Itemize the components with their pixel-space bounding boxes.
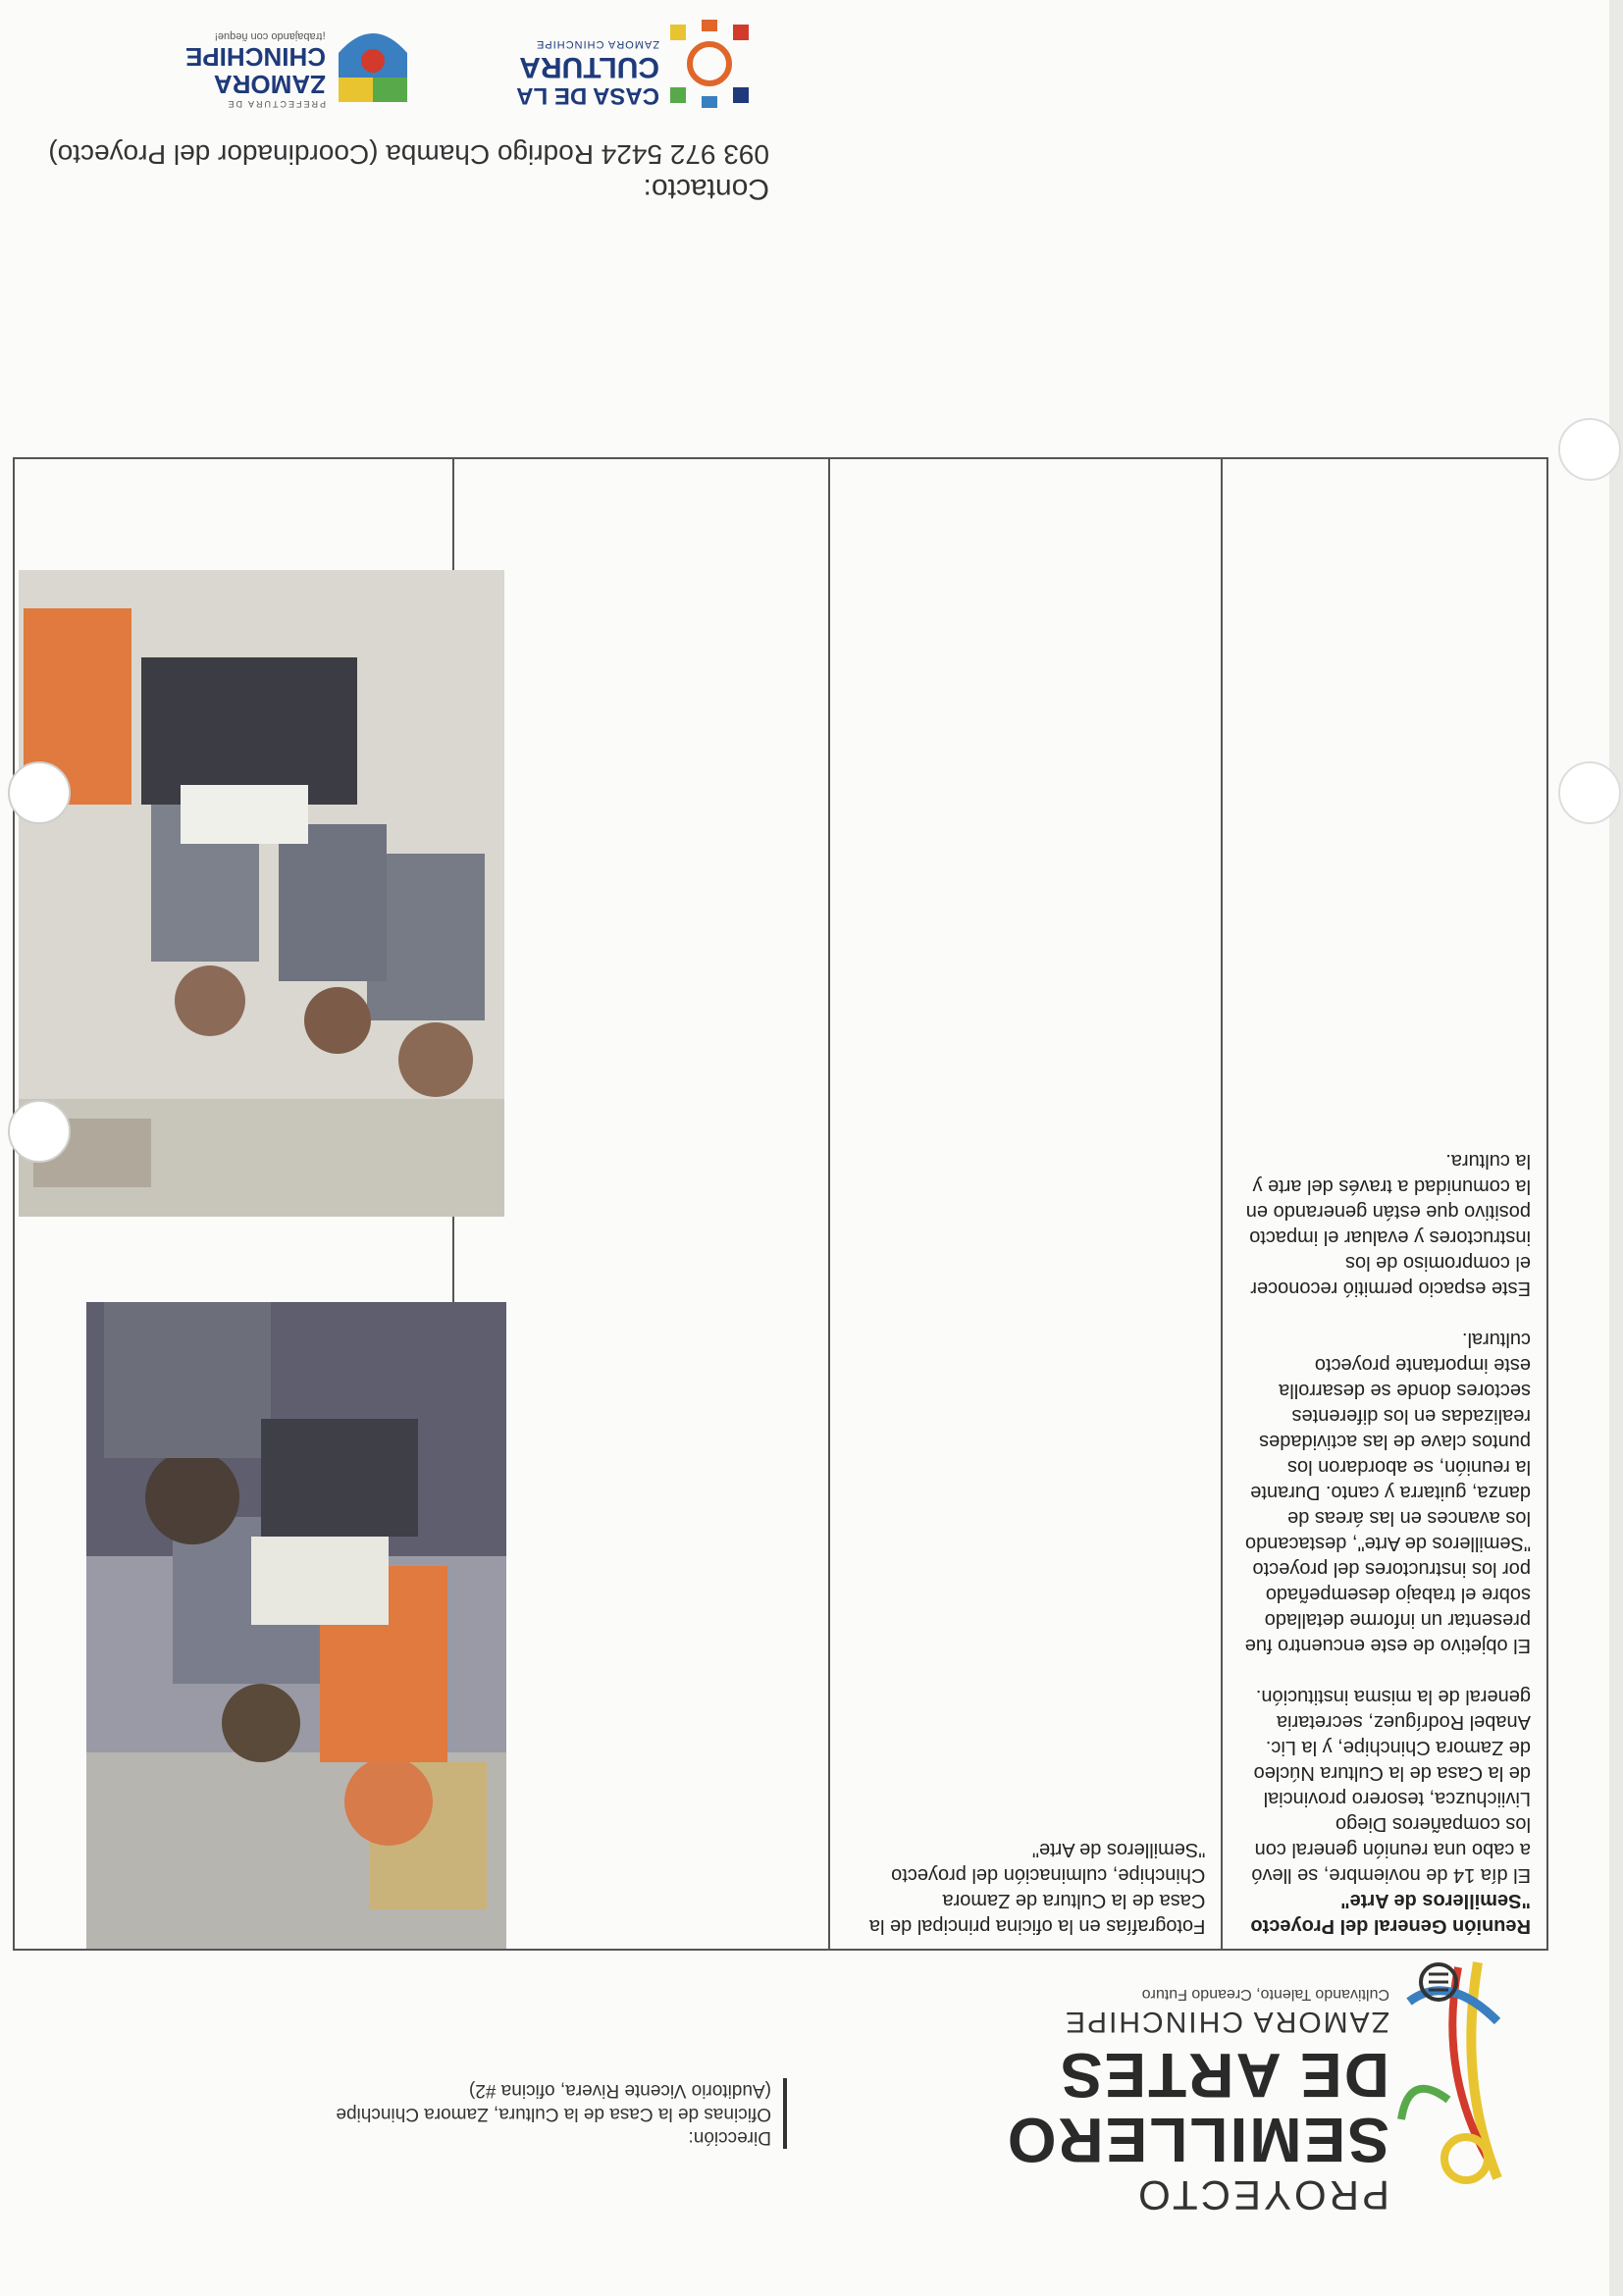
casa-line-1: CASA DE LA [516, 82, 659, 109]
meeting-photo-2-image [19, 570, 504, 1217]
prefectura-line-2: ZAMORA [213, 70, 326, 99]
binder-hole [1558, 761, 1621, 824]
report-summary: El día 14 de noviembre, se llevó a cabo una reunión general con los compañeros Diego Liviichuzca, tesorero provincial de la Casa de la Cultura Núcleo de Zamora Chinchipe, y la Lic. Anabel Rodríguez, secretaria general de la misma institución. [1251, 1686, 1531, 1886]
logo-tagline: Cultivando Talento, Creando Futuro [1141, 1986, 1389, 2003]
contact-block [24, 137, 769, 206]
casa-cultura-text [516, 37, 659, 108]
contact-value: 093 972 5424 Rodrigo Chamba (Coordinador del Proyecto) [48, 139, 769, 170]
binder-hole [8, 761, 71, 824]
casa-cultura-logo [469, 0, 754, 116]
prefectura-line-3: CHINCHIPE [184, 42, 326, 72]
photo-caption: Fotografías en la oficina principal de la Casa de la Cultura de Zamora Chinchipe, culminación del proyecto "Semilleros de Arte" [868, 1839, 1206, 1937]
address-line-2: (Auditorio Vicente Rivera, oficina #2) [468, 2080, 771, 2101]
table-cell-caption [829, 458, 1222, 1950]
report-body [1240, 1148, 1531, 1888]
address-line-1: Oficinas de la Casa de la Cultura, Zamora Chinchipe [336, 2104, 771, 2124]
logo-line-zamora: ZAMORA CHINCHIPE [1063, 2006, 1389, 2038]
meeting-photo-2 [19, 570, 504, 1217]
prefectura-shield-icon [334, 14, 412, 112]
meeting-photo-1-image [86, 1302, 506, 1949]
prefectura-text [185, 29, 326, 110]
address-label: Dirección: [688, 2127, 771, 2148]
address-block [143, 2078, 787, 2149]
logo-line-proyecto: PROYECTO [1135, 2172, 1389, 2218]
contact-label: Contacto: [643, 173, 769, 205]
meeting-photo-1 [86, 1302, 506, 1949]
report-title: Reunión General del Proyecto "Semilleros de Arte" [1250, 1890, 1531, 1937]
logo-line-de-artes: DE ARTES [1058, 2040, 1389, 2111]
report-paragraph-1: El objetivo de este encuentro fue presentar un informe detallado sobre el trabajo desempeñado por los instructores del proyecto "Semilleros de Arte", destacando los avances en las áreas de danza, guitarra y canto. Durante la reunión, se abordaron los puntos clave de las actividades realizadas en los diferentes sectores donde se desarrolla este importante proyecto cultural. [1244, 1329, 1531, 1656]
prefectura-slogan: ¡trabajando con ñeque! [214, 30, 326, 42]
semillero-logo-text [1006, 1984, 1389, 2218]
prefectura-line-1: PREFECTURA DE [226, 99, 326, 109]
casa-line-2: CULTURA [519, 51, 659, 83]
page-edge-shadow [1609, 0, 1623, 2296]
table-cell-text [1222, 458, 1547, 1950]
casa-cultura-emblem [665, 20, 754, 108]
semillero-logo [811, 1953, 1517, 2218]
binder-hole [1558, 418, 1621, 481]
table-cell-empty [453, 458, 829, 1950]
report-text [1223, 1113, 1546, 1949]
casa-line-3: ZAMORA CHINCHIPE [535, 38, 659, 50]
report-paragraph-2: Este espacio permitió reconocer el compromiso de los instructores y evaluar el impacto positivo que están generando en la comunidad a través del arte y la cultura. [1245, 1150, 1531, 1299]
prefectura-logo [122, 0, 416, 116]
logo-line-semillero: SEMILLERO [1005, 2105, 1389, 2175]
binder-hole [8, 1100, 71, 1163]
